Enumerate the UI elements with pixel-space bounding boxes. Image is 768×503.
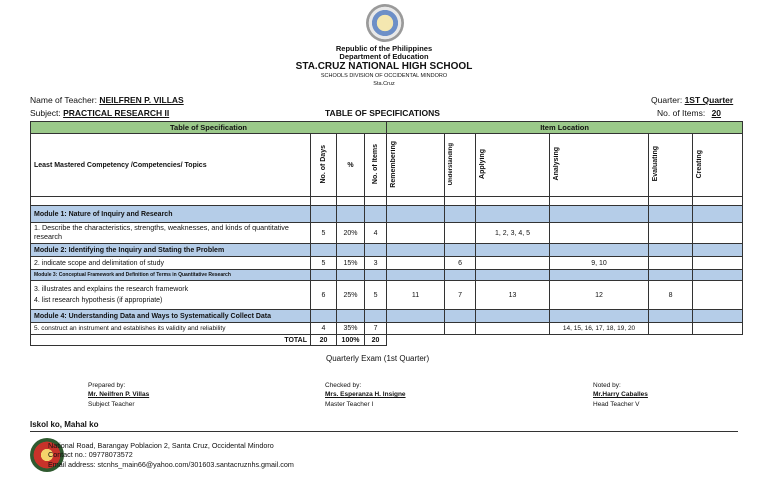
subject-value: PRACTICAL RESEARCH II [63,108,170,118]
row-2-days: 5 [311,257,337,270]
module-row [31,310,743,323]
total-pct: 100% [337,335,365,346]
row-1-applying: 1, 2, 3, 4, 5 [476,223,550,244]
header-division: SCHOOLS DIVISION OF OCCIDENTAL MINDORO [320,73,448,79]
row-3-topic-b: 4. list research hypothesis (if appropriate) [34,297,163,304]
row-1-days: 5 [311,223,337,244]
col-pct-header: % [337,134,365,197]
row-3-pct: 25% [337,281,365,310]
prepared-block [88,381,149,409]
subject-label: Subject: [30,108,61,118]
total-label: TOTAL [31,335,311,346]
row-1-items: 4 [365,223,387,244]
doc-title: TABLE OF SPECIFICATIONS [325,108,440,118]
col-understanding-header: Understanding [448,142,455,186]
teacher-label: Name of Teacher: [30,95,97,105]
specifications-table [30,121,743,346]
spacer-row [31,197,743,206]
prepared-role: Subject Teacher [88,400,135,408]
total-days: 20 [311,335,337,346]
noted-name: Mr.Harry Caballes [593,391,648,399]
col-applying-header: Applying [479,149,487,179]
total-items: 20 [365,335,387,346]
footer-divider [30,431,738,432]
col-topic-header: Least Mastered Competency /Competencies/ Topics [31,134,311,197]
items-value: 20 [711,108,722,118]
checked-role: Master Teacher I [325,400,374,408]
noted-role: Head Teacher V [593,400,640,408]
row-3-topic [31,281,311,310]
total-row [31,335,743,346]
col-items-header: No. of Items [372,143,380,185]
row-3-topic-a: 3. illustrates and explains the research framework [34,285,189,293]
col-creating-header: Creating [696,149,704,179]
items-line [657,108,721,118]
row-3-analysing: 12 [550,281,649,310]
row-4-topic: 5. construct an instrument and establishes its validity and reliability [31,323,311,335]
row-2-topic: 2. indicate scope and delimitation of study [31,257,311,270]
row-2-understanding: 6 [445,257,476,270]
table-column-header-row [31,134,743,197]
prepared-label: Prepared by: [88,382,126,389]
col-days-header: No. of Days [320,144,327,184]
noted-label: Noted by: [593,382,621,389]
quarter-value: 1ST Quarter [684,95,734,105]
teacher-name: NEILFREN P. VILLAS [99,95,184,105]
module-4-title: Module 4: Understanding Data and Ways to Systematically Collect Data [31,310,311,323]
row-3-evaluating: 8 [649,281,693,310]
footer-email: Email address: stcnhs_main66@yahoo.com/301603.santacruznhs.gmail.com [48,459,294,469]
row-2-items: 3 [365,257,387,270]
footer-contact [48,441,294,469]
footer-address: National Road, Barangay Poblacion 2, Santa Cruz, Occidental Mindoro [48,441,274,450]
footer-phone: Contact no.: 09778073572 [48,450,133,460]
module-2-title: Module 2: Identifying the Inquiry and Stating the Problem [31,244,311,257]
module-1-title: Module 1: Nature of Inquiry and Research [31,206,311,223]
col-remembering-header: Remembering [390,140,398,188]
table-row [31,323,743,335]
row-1-pct: 20% [337,223,365,244]
row-4-items: 7 [365,323,387,335]
noted-block [593,381,648,409]
row-4-pct: 35% [337,323,365,335]
deped-seal [366,4,404,42]
quarter-label: Quarter: [651,95,683,105]
subject-line [30,108,169,118]
checked-block [325,381,406,409]
header-town: Sta.Cruz [373,81,395,87]
left-group-header: Table of Specification [31,122,387,134]
table-group-header-row [31,122,743,134]
row-3-items: 5 [365,281,387,310]
row-3-applying: 13 [476,281,550,310]
module-3-title: Module 3: Conceptual Framework and Definition of Terms in Quantitative Research [31,270,311,281]
row-4-analysing: 14, 15, 16, 17, 18, 19, 20 [550,323,649,335]
row-2-analysing: 9, 10 [550,257,649,270]
module-row [31,270,743,281]
row-3-days: 6 [311,281,337,310]
checked-label: Checked by: [325,382,362,389]
motto: Iskol ko, Mahal ko [30,420,99,429]
teacher-line [30,95,184,105]
quarter-line [651,95,733,105]
exam-note: Quarterly Exam (1st Quarter) [326,354,430,363]
col-evaluating-header: Evaluating [652,146,660,182]
row-2-pct: 15% [337,257,365,270]
row-1-topic: 1. Describe the characteristics, strengths, weaknesses, and kinds of quantitative research [31,223,311,244]
header-republic: Republic of the Philippines [335,44,433,53]
table-row [31,223,743,244]
items-label: No. of Items: [657,108,706,118]
module-row [31,244,743,257]
col-analysing-header: Analysing [553,147,561,181]
prepared-name: Mr. Neilfren P. Villas [88,391,150,399]
checked-name: Mrs. Esperanza H. Insigne [325,391,406,399]
module-row [31,206,743,223]
row-3-understanding: 7 [445,281,476,310]
table-row [31,257,743,270]
table-row [31,281,743,310]
header-school: STA.CRUZ NATIONAL HIGH SCHOOL [295,61,473,72]
row-4-days: 4 [311,323,337,335]
right-group-header: Item Location [387,122,743,134]
header-department: Department of Education [339,52,429,61]
row-3-remembering: 11 [387,281,445,310]
